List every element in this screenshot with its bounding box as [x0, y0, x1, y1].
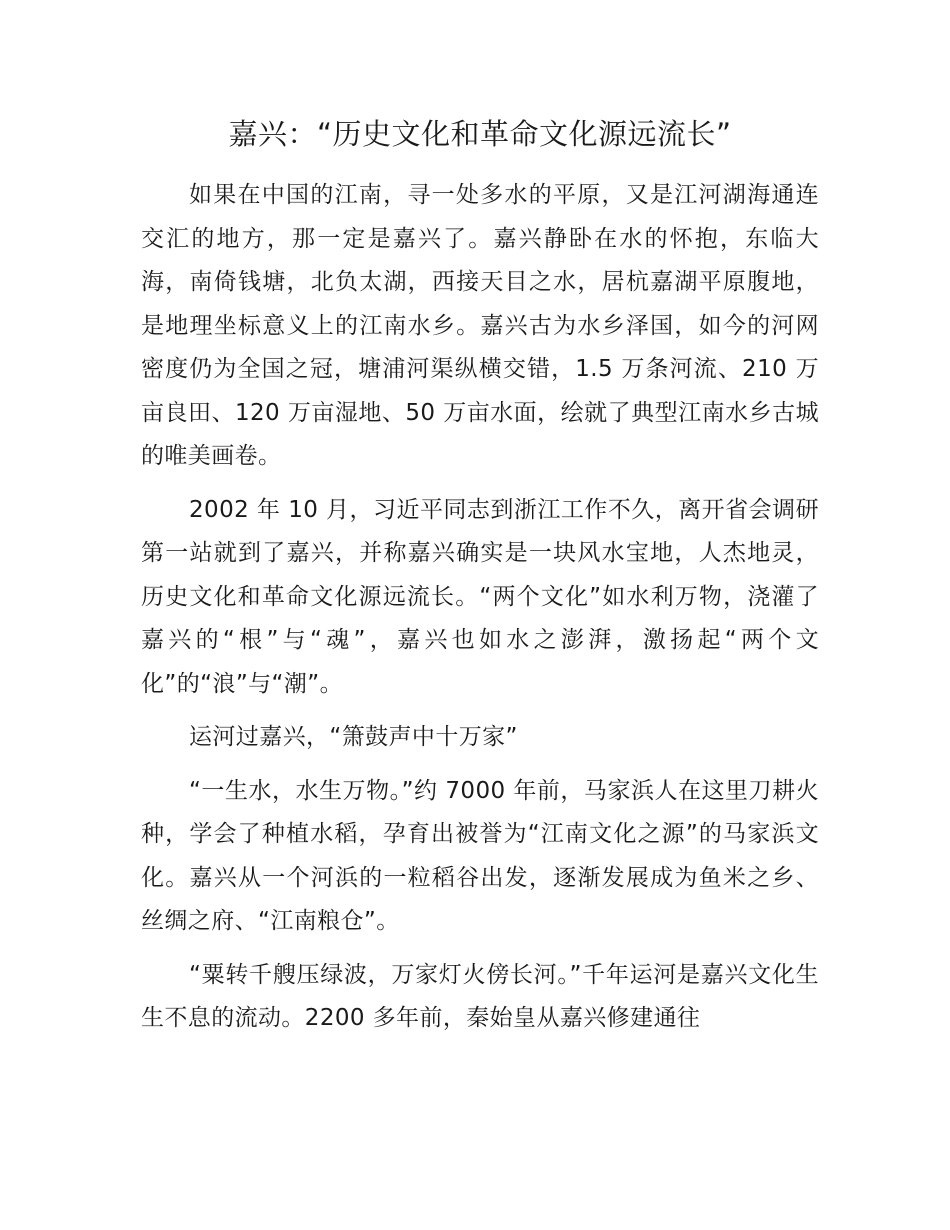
section-subheading: 运河过嘉兴，“箫鼓声中十万家”	[189, 724, 518, 750]
paragraph-visit: 2002 年 10 月，习近平同志到浙江工作不久，离开省会调研第一站就到了嘉兴，并称嘉兴确实是一块风水宝地，人杰地灵，历史文化和革命文化源远流长。“两个文化”如水利万物，浇灌了嘉兴的“根”与“魂”，嘉兴也如水之澎湃，激扬起“两个文化”的“浪”与“潮”。	[141, 496, 819, 697]
paragraph-canal: “粟转千艘压绿波，万家灯火傍长河。”千年运河是嘉兴文化生生不息的流动。2200 多年前，秦始皇从嘉兴修建通往	[141, 961, 819, 1031]
document-title: 嘉兴：“历史文化和革命文化源远流长”	[228, 117, 732, 151]
paragraph-intro: 如果在中国的江南，寻一处多水的平原，又是江河湖海通连交汇的地方，那一定是嘉兴了。嘉兴静卧在水的怀抱，东临大海，南倚钱塘，北负太湖，西接天目之水，居杭嘉湖平原腹地，是地理坐标意义上的江南水乡。嘉兴古为水乡泽国，如今的河网密度仍为全国之冠，塘浦河渠纵横交错，1.5 万条河流、210 万亩良田、120 万亩湿地、50 万亩水面，绘就了典型江南水乡古城的唯美画卷。	[141, 182, 819, 469]
document-body	[141, 112, 819, 1051]
paragraph-majiabang: “一生水，水生万物。”约 7000 年前，马家浜人在这里刀耕火种，学会了种植水稻，孕育出被誉为“江南文化之源”的马家浜文化。嘉兴从一个河浜的一粒稻谷出发，逐渐发展成为鱼米之乡、丝绸之府、“江南粮仓”。	[141, 777, 819, 934]
